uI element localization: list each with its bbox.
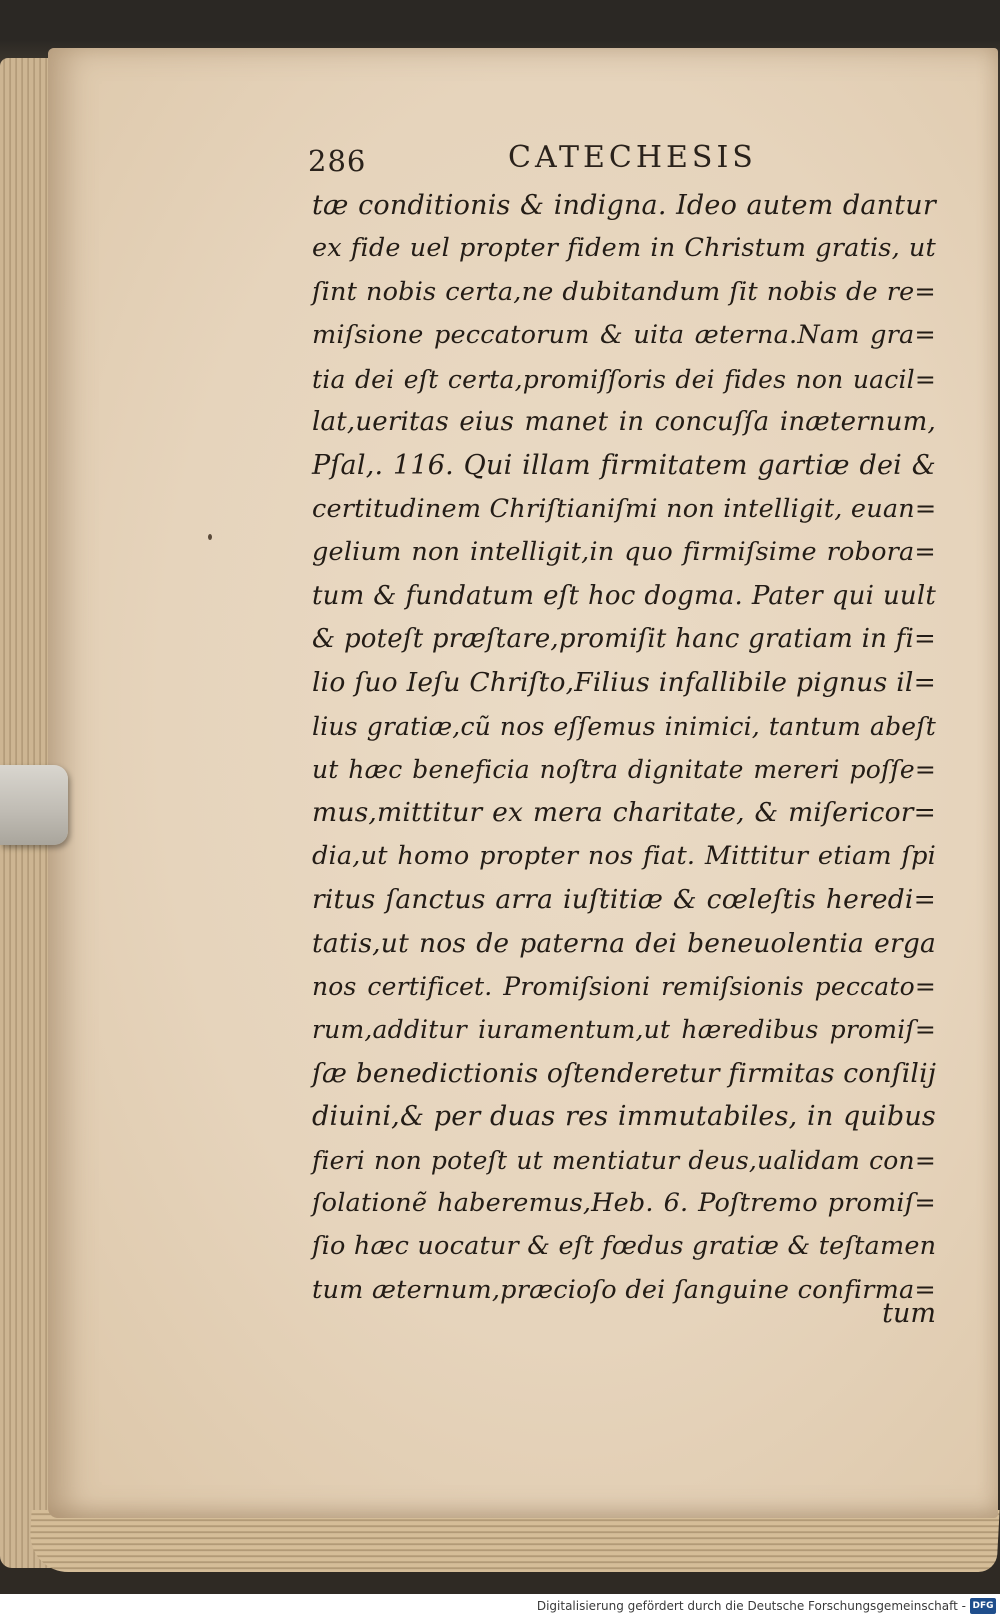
text-line: rum,additur iuramentum,ut hæredibus promiſ= — [312, 1015, 936, 1045]
text-line: lio ſuo Ieſu Chriſto,Filius infallibile pignus il= — [312, 667, 936, 699]
text-block — [312, 184, 936, 1312]
text-line: fieri non poteſt ut mentiatur deus,ualidam con= — [312, 1145, 936, 1175]
text-line: ſolationẽ haberemus,Heb. 6. Poſtremo promiſ= — [312, 1187, 936, 1218]
text-line: & poteſt præſtare,promiſit hanc gratiam in fi= — [312, 623, 936, 654]
text-line: tæ conditionis & indigna. Ideo autem dantur — [312, 190, 936, 221]
text-line: certitudinem Chriſtianiſmi non intelligit, euan= — [312, 493, 937, 524]
footer-bar — [0, 1594, 1000, 1620]
catchword: tum — [882, 1298, 936, 1329]
text-line: tum æternum,præcioſo dei ſanguine confirma= — [312, 1274, 936, 1305]
text-line: lat,ueritas eius manet in concuſſa inæternum, — [312, 406, 936, 437]
text-line: tia dei eſt certa,promiſſoris dei fides non uacil= — [312, 364, 936, 394]
margin-mark — [208, 534, 212, 540]
text-line: diuini,& per duas res immutabiles, in quibus — [312, 1101, 936, 1133]
running-head: CATECHESIS — [508, 140, 757, 175]
page-clip — [0, 765, 68, 845]
text-line: tum & fundatum eſt hoc dogma. Pater qui uult — [312, 580, 936, 611]
text-line: mus,mittitur ex mera charitate, & miſericor= — [312, 797, 936, 829]
text-line: nos certificet. Promiſsioni remiſsionis peccato= — [312, 972, 936, 1002]
text-line: dia,ut homo propter nos fiat. Mittitur etiam ſpi — [312, 840, 936, 871]
text-line: Pſal,. 116. Qui illam firmitatem gartiæ dei & — [312, 450, 936, 482]
text-line: ex fide uel propter fidem in Christum gratis, ut — [312, 233, 936, 264]
page-number: 286 — [308, 144, 367, 178]
text-line: ut hæc beneficia noſtra dignitate mereri poſſe= — [312, 755, 936, 785]
text-line: ritus ſanctus arra iuſtitiæ & cœleſtis heredi= — [312, 884, 936, 916]
footer-credit: Digitalisierung gefördert durch die Deutsche Forschungsgemeinschaft - — [536, 1599, 966, 1613]
text-line: tatis,ut nos de paterna dei beneuolentia erga — [312, 927, 936, 959]
catchword-row — [312, 1292, 936, 1336]
text-line: miſsione peccatorum & uita æterna.Nam gra= — [312, 320, 936, 351]
text-line: ſæ benedictionis oſtenderetur firmitas conſilij — [312, 1057, 937, 1089]
page-header — [308, 136, 928, 180]
dfg-logo-icon: DFG — [970, 1598, 996, 1614]
text-line: lius gratiæ,cũ nos eſſemus inimici, tantum abeſt — [312, 711, 936, 741]
text-line: ſio hæc uocatur & eſt fœdus gratiæ & teſtamen — [312, 1231, 937, 1262]
text-line: ſint nobis certa,ne dubitandum ſit nobis de re= — [312, 276, 936, 307]
text-line: gelium non intelligit,in quo firmiſsime robora= — [312, 537, 936, 568]
page-edges-bottom — [28, 1510, 999, 1572]
